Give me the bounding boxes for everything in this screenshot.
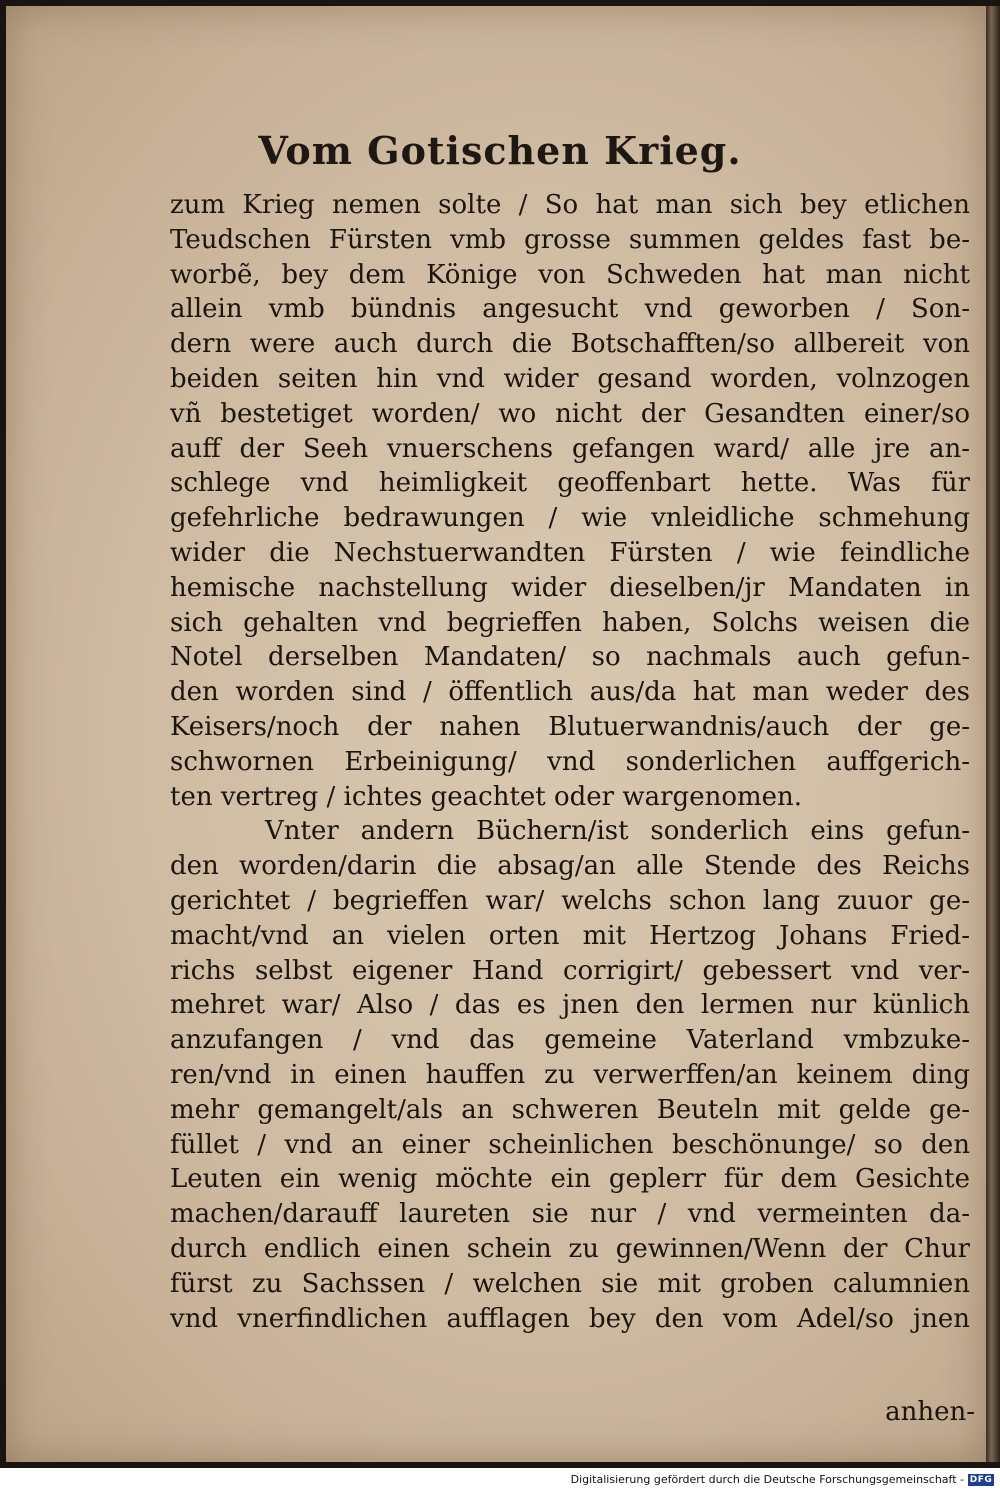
text-line: schlege vnd heimligkeit geoffenbart hette. Was für [170, 468, 970, 499]
text-line: ten vertreg / ichtes geachtet oder wargenomen. [170, 781, 803, 812]
page-edge [986, 6, 1000, 1462]
text-line: auff der Seeh vnuerschens gefangen ward/ alle jre an- [170, 433, 970, 464]
text-line: beiden seiten hin vnd wider gesand worden, volnzogen [170, 363, 970, 394]
text-line: allein vmb bündnis angesucht vnd geworben / Son- [170, 294, 970, 325]
text-line: Keisers/noch der nahen Blutuerwandnis/auch der ge- [170, 711, 970, 742]
text-line: machen/darauff laureten sie nur / vnd vermeinten da- [170, 1199, 970, 1230]
text-line: hemische nachstellung wider dieselben/jr Mandaten in [170, 572, 970, 603]
text-line: füllet / vnd an einer scheinlichen beschönunge/ so den [170, 1129, 970, 1160]
text-line: wider die Nechstuerwandten Fürsten / wie feindliche [170, 537, 970, 568]
text-line: vnd vnerfindlichen aufflagen bey den vom Adel/so jnen [170, 1303, 970, 1334]
text-line: schwornen Erbeinigung/ vnd sonderlichen auffgerich- [170, 746, 970, 777]
dfg-logo: DFG [969, 1475, 993, 1485]
text-line: sich gehalten vnd begrieffen haben, Solchs weisen die [170, 607, 970, 638]
funding-credit: Digitalisierung gefördert durch die Deutsche Forschungsgemeinschaft - [570, 1473, 964, 1486]
text-line: den worden sind / öffentlich aus/da hat man weder des [170, 677, 970, 708]
paragraph-start-line: Vnter andern Büchern/ist sonderlich eins gefun- [265, 816, 970, 847]
text-line: gefehrliche bedrawungen / wie vnleidliche schmehung [170, 503, 970, 534]
text-line: anzufangen / vnd das gemeine Vaterland vmbzuke- [170, 1025, 970, 1056]
text-line: den worden/darin die absag/an alle Stende des Reichs [170, 851, 970, 882]
text-line: macht/vnd an vielen orten mit Hertzog Johans Fried- [170, 920, 970, 951]
text-line: Leuten ein wenig möchte ein geplerr für dem Gesichte [170, 1164, 970, 1195]
text-line: richs selbst eigener Hand corrigirt/ gebessert vnd ver- [170, 955, 970, 986]
catchword: anhen- [885, 1397, 975, 1427]
running-head: Vom Gotischen Krieg. [258, 128, 742, 173]
text-line: vñ bestetiget worden/ wo nicht der Gesandten einer/so [170, 398, 970, 429]
text-line: mehr gemangelt/als an schweren Beuteln mit gelde ge- [170, 1094, 970, 1125]
text-line: fürst zu Sachssen / welchen sie mit groben calumnien [170, 1268, 970, 1299]
text-line: gerichtet / begrieffen war/ welchs schon lang zuuor ge- [170, 885, 970, 916]
text-line: zum Krieg nemen solte / So hat man sich bey etlichen [170, 190, 970, 220]
text-line: durch endlich einen schein zu gewinnen/Wenn der Chur [170, 1233, 970, 1264]
footer-bar [0, 1470, 1000, 1491]
text-line: ren/vnd in einen hauffen zu verwerffen/an keinem ding [170, 1059, 970, 1090]
text-line: Notel derselben Mandaten/ so nachmals auch gefun- [170, 642, 970, 673]
text-line: dern were auch durch die Botschafften/so allbereit von [170, 329, 970, 360]
text-line: worbẽ, bey dem Könige von Schweden hat man nicht [170, 259, 970, 290]
text-line: Teudschen Fürsten vmb grosse summen geldes fast be- [170, 224, 970, 255]
text-line: mehret war/ Also / das es jnen den lermen nur künlich [170, 990, 970, 1021]
body-text [170, 188, 970, 1336]
